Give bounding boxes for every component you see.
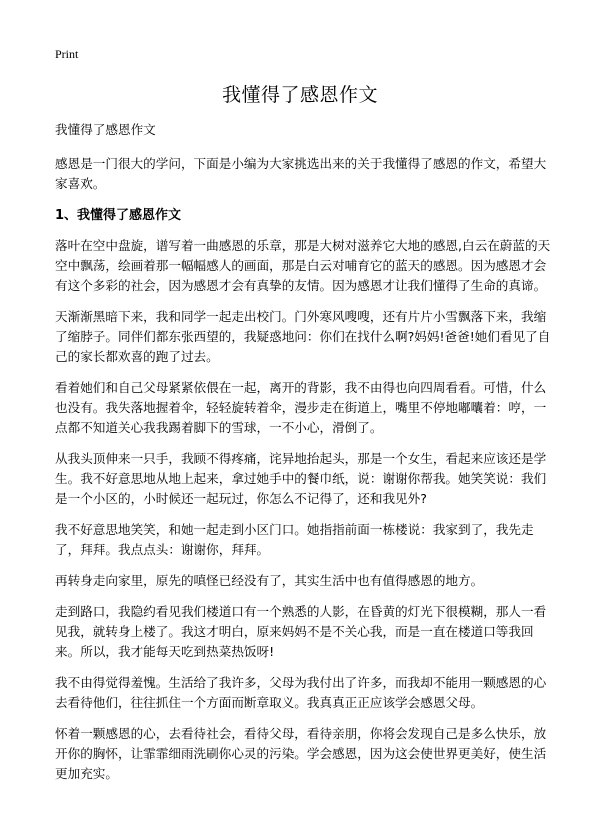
paragraph-7: 走到路口，我隐约看见我们楼道口有一个熟悉的人影，在昏黄的灯光下很模糊，那人一看见我，就转身上楼了。我这才明白，原来妈妈不是不关心我，而是一直在楼道口等我回来。所以，我才能每天吃到热菜热饭呀!	[55, 604, 547, 659]
paragraph-2: 天渐渐黑暗下来，我和同学一起走出校门。门外寒风嗖嗖，还有片片小雪飘落下来，我缩了缩脖子。同伴们都东张西望的，我疑惑地问：你们在找什么啊?妈妈!爸爸!她们看见了自己的家长都欢喜的跑了过去。	[55, 309, 551, 364]
article-intro: 感恩是一门很大的学问，下面是小编为大家挑选出来的关于我懂得了感恩的作文，希望大家喜欢。	[55, 156, 547, 191]
paragraph-4: 从我头顶伸来一只手，我顾不得疼痛，诧异地抬起头，那是一个女生，看起来应该还是学生。我不好意思地从地上起来，拿过她手中的餐巾纸，说：谢谢你帮我。她笑笑说：我们是一个小区的，小时候还一起玩过，你怎么不记得了，还和我见外?	[55, 451, 547, 506]
paragraph-9: 怀着一颗感恩的心，去看待社会，看待父母，看待亲朋，你将会发现自己是多么快乐，放开你的胸怀，让霏霏细雨洗刷你心灵的污染。学会感恩，因为这会使世界更美好，使生活更加充实。	[55, 726, 547, 781]
paragraph-1: 落叶在空中盘旋，谱写着一曲感恩的乐章，那是大树对滋养它大地的感恩,白云在蔚蓝的天空中飘荡，绘画着那一幅幅感人的画面，那是白云对哺育它的蓝天的感恩。因为感恩才会有这个多彩的社会，因为感恩才会有真挚的友情。因为感恩才让我们懂得了生命的真谛。	[55, 238, 551, 293]
paragraph-3: 看着她们和自己父母紧紧依偎在一起，离开的背影，我不由得也向四周看看。可惜，什么也没有。我失落地握着伞，轻轻旋转着伞，漫步走在街道上，嘴里不停地嘟囔着：哼，一点都不知道关心我我踢着脚下的雪球，一不小心，滑倒了。	[55, 380, 547, 435]
paragraph-5: 我不好意思地笑笑，和她一起走到小区门口。她指指前面一栋楼说：我家到了，我先走了，拜拜。我点点头：谢谢你，拜拜。	[55, 522, 534, 557]
article-subtitle: 我懂得了感恩作文	[55, 122, 156, 137]
section-heading: 1、我懂得了感恩作文	[55, 208, 182, 223]
paragraph-8: 我不由得觉得羞愧。生活给了我许多，父母为我付出了许多，而我却不能用一颗感恩的心去看待他们，往往抓住一个方面而断章取义。我真真正正应该学会感恩父母。	[55, 675, 547, 710]
page-title: 我懂得了感恩作文	[221, 84, 378, 106]
paragraph-6: 再转身走向家里，原先的嗔怪已经没有了，其实生活中也有值得感恩的地方。	[55, 573, 484, 588]
article-body	[55, 120, 555, 795]
print-link[interactable]: Print	[55, 47, 79, 61]
